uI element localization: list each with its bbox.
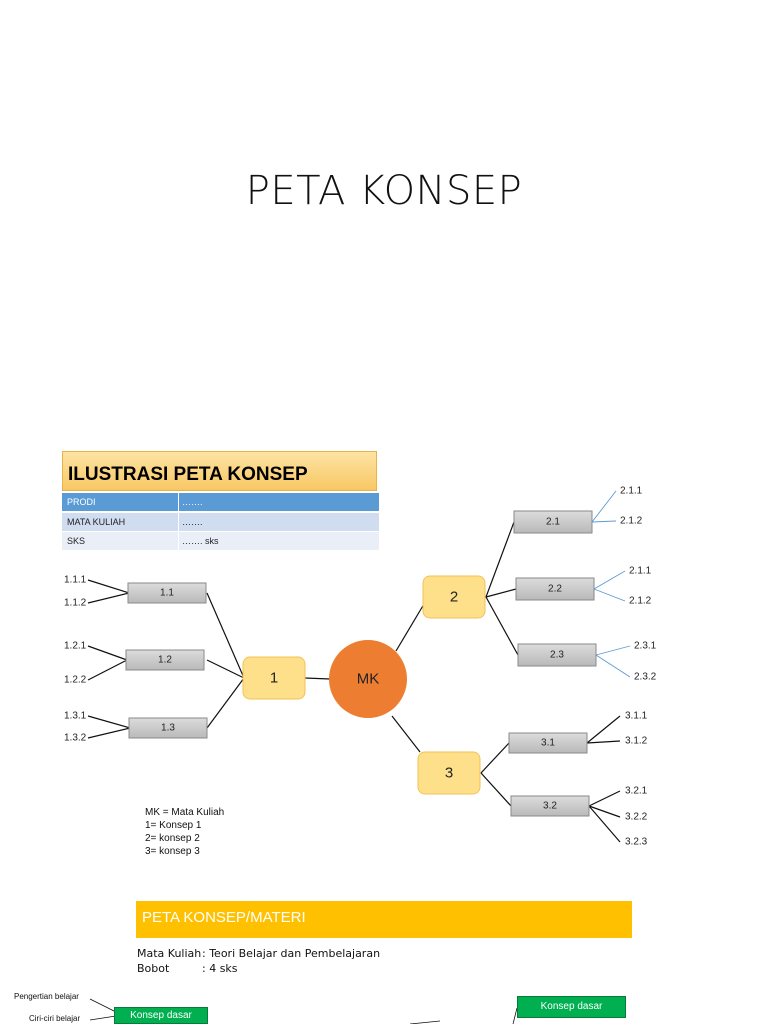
connector-line [88, 660, 127, 680]
leaf-label: 3.1.1 [625, 710, 648, 722]
item-pengertian-belajar: Pengertian belajar [14, 992, 79, 1001]
page-title: PETA KONSEP [245, 168, 523, 214]
connector-line [392, 716, 420, 752]
materi-heading: PETA KONSEP/MATERI [136, 901, 632, 938]
sub-concept-label: 1.1 [160, 587, 174, 599]
connector-line [207, 660, 244, 678]
connector-line [486, 522, 514, 597]
legend-item: 2= konsep 2 [145, 833, 200, 844]
row-label: SKS [67, 536, 86, 546]
leaf-label: 2.3.2 [634, 671, 657, 683]
konsep-dasar-box-right: Konsep dasar [517, 996, 626, 1018]
connector-line [589, 791, 620, 806]
leaf-label: 2.1.1 [620, 485, 643, 497]
sub-concept-label: 2.3 [550, 649, 564, 661]
center-label: MK [356, 670, 380, 688]
connector-line [88, 593, 129, 603]
leaf-label: 1.3.1 [64, 710, 87, 722]
connector-line [486, 589, 516, 597]
leaf-label: 1.2.2 [64, 674, 87, 686]
connector-line [88, 716, 130, 728]
sub-concept-label: 2.2 [548, 583, 562, 595]
leaf-label: 2.3.1 [634, 640, 657, 652]
concept-label: 2 [449, 588, 459, 606]
ilustrasi-heading: ILUSTRASI PETA KONSEP [62, 451, 377, 491]
legend-item: MK = Mata Kuliah [145, 807, 225, 818]
mata-kuliah-label: Mata Kuliah [137, 947, 202, 960]
leaf-label: 3.2.1 [625, 785, 648, 797]
legend-item: 1= Konsep 1 [145, 820, 202, 831]
connector-line [396, 604, 424, 651]
mata-kuliah-value: : Teori Belajar dan Pembelajaran [202, 947, 381, 960]
bobot-label: Bobot [137, 962, 170, 975]
sub-concept-label: 2.1 [546, 516, 560, 528]
connector-line [596, 646, 630, 655]
leaf-label: 1.2.1 [64, 640, 87, 652]
leaf-label: 2.1.2 [620, 515, 643, 527]
row-value: ……. sks [182, 536, 219, 546]
connector-line [207, 593, 244, 678]
row-label: PRODI [67, 497, 96, 507]
sub-concept-label: 1.3 [161, 722, 175, 734]
connector-line [594, 571, 625, 589]
item-ciri-ciri-belajar: Ciri-ciri belajar [29, 1014, 81, 1023]
sub-concept-label: 3.1 [541, 737, 555, 749]
legend [145, 806, 224, 858]
leaf-label: 1.1.2 [64, 597, 87, 609]
connector-line [88, 728, 130, 738]
connector-line [481, 743, 509, 773]
connector-line [88, 580, 129, 593]
connector-line [594, 589, 625, 601]
connector-line [207, 678, 244, 728]
connector-line [587, 716, 620, 743]
bobot-value: : 4 sks [202, 962, 238, 975]
row-value: ……. [182, 497, 203, 507]
connector-line [305, 678, 330, 679]
konsep-dasar-box-left: Konsep dasar [114, 1007, 208, 1024]
concept-label: 3 [444, 764, 454, 782]
connector-line [486, 597, 518, 655]
leaf-label: 3.2.3 [625, 836, 648, 848]
connector-line [592, 491, 616, 522]
leaf-label: 2.1.1 [629, 565, 652, 577]
connector-line [596, 655, 630, 677]
row-label: MATA KULIAH [67, 517, 126, 527]
leaf-label: 3.2.2 [625, 811, 648, 823]
leaf-label: 3.1.2 [625, 735, 648, 747]
leaf-label: 1.1.1 [64, 574, 87, 586]
sub-concept-label: 1.2 [158, 654, 172, 666]
leaf-label: 1.3.2 [64, 732, 87, 744]
connector-line [90, 999, 116, 1012]
connector-line [481, 773, 511, 806]
concept-label: 1 [269, 669, 279, 687]
connector-line [90, 1016, 116, 1020]
sub-concept-label: 3.2 [543, 800, 557, 812]
row-value: ……. [182, 517, 203, 527]
connector-line [587, 741, 620, 743]
leaf-label: 2.1.2 [629, 595, 652, 607]
connector-line [592, 521, 616, 522]
connector-line [88, 646, 127, 660]
legend-item: 3= konsep 3 [145, 846, 200, 857]
